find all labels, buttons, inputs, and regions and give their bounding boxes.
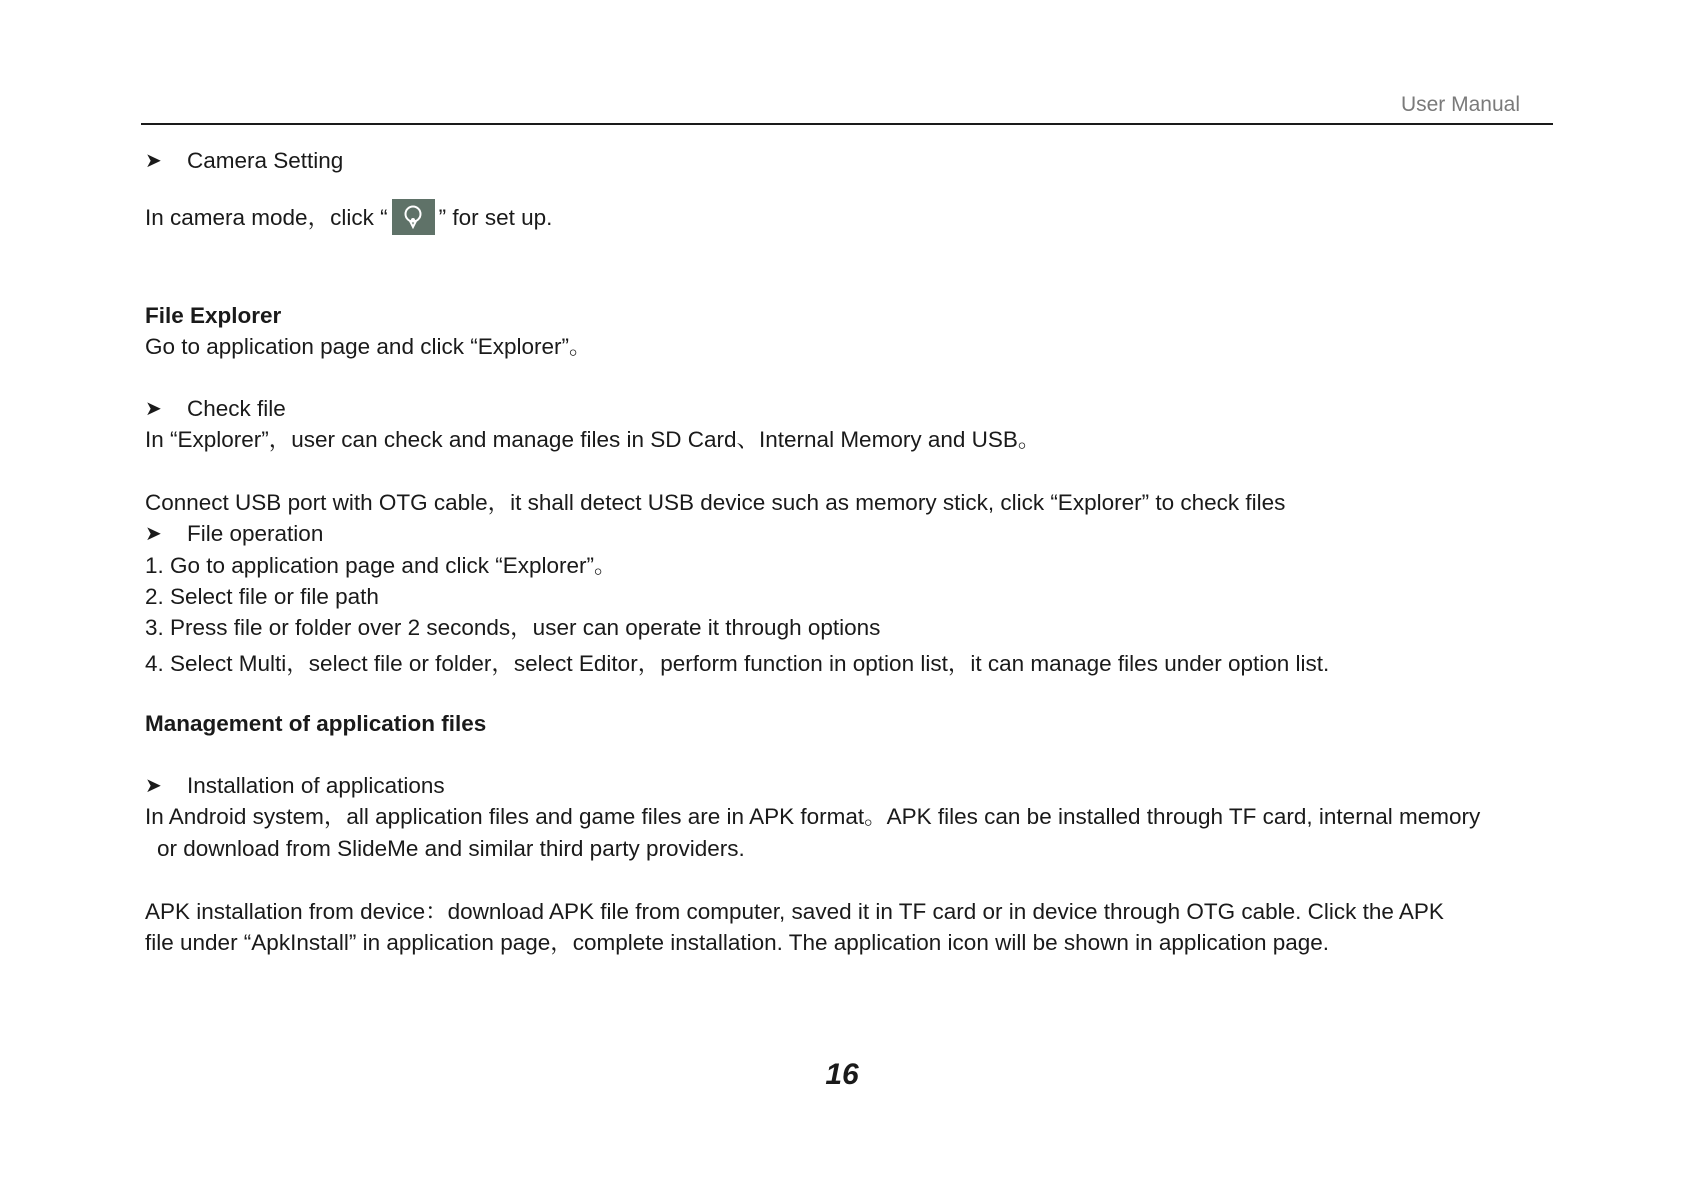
page-number: 16: [825, 1058, 859, 1091]
file-operation-bullet: [145, 519, 323, 549]
camera-instruction-prefix: In camera mode，click “: [145, 204, 388, 230]
apk-format-text-continued: or download from SlideMe and similar third party providers.: [157, 836, 745, 861]
arrow-bullet-icon: ➤: [145, 523, 162, 545]
header-divider: [141, 123, 1553, 125]
installation-bullet: [145, 771, 445, 801]
arrow-bullet-icon: ➤: [145, 775, 162, 797]
file-operation-step: 2. Select file or file path: [145, 584, 379, 609]
installation-label: Installation of applications: [187, 773, 445, 798]
check-file-text: In “Explorer”，user can check and manage files in SD Card、Internal Memory and USB。: [145, 427, 1041, 452]
arrow-bullet-icon: ➤: [145, 150, 162, 172]
apk-format-text: In Android system，all application files and game files are in APK format。APK files can be installed through TF card, internal memory: [145, 804, 1481, 829]
camera-setting-instruction: [145, 201, 552, 237]
camera-instruction-suffix: ” for set up.: [438, 204, 553, 230]
file-operation-step: 4. Select Multi，select file or folder，select Editor，perform function in option list，it can manage files under option list.: [145, 651, 1330, 676]
arrow-bullet-icon: ➤: [145, 398, 162, 420]
check-file-label: Check file: [187, 396, 286, 421]
check-file-bullet: [145, 394, 286, 424]
usb-connection-text: Connect USB port with OTG cable，it shall detect USB device such as memory stick, click “Explorer” to check files: [145, 490, 1286, 515]
apk-device-install-text: APK installation from device：download APK file from computer, saved it in TF card or in device through OTG cable. Click the APK: [145, 899, 1444, 924]
camera-settings-icon: [392, 199, 435, 235]
file-explorer-intro: Go to application page and click “Explorer”。: [145, 334, 592, 359]
camera-setting-bullet: [145, 146, 343, 176]
file-operation-step: 1. Go to application page and click “Explorer”。: [145, 553, 617, 578]
file-operation-step: 3. Press file or folder over 2 seconds，user can operate it through options: [145, 615, 881, 640]
app-files-heading: Management of application files: [145, 711, 487, 736]
camera-setting-label: Camera Setting: [187, 148, 344, 173]
apk-device-install-text-continued: file under “ApkInstall” in application page，complete installation. The application icon will be shown in application page.: [145, 930, 1330, 955]
file-operation-label: File operation: [187, 521, 324, 546]
running-header: User Manual: [1400, 93, 1520, 116]
file-explorer-heading: File Explorer: [145, 303, 282, 328]
